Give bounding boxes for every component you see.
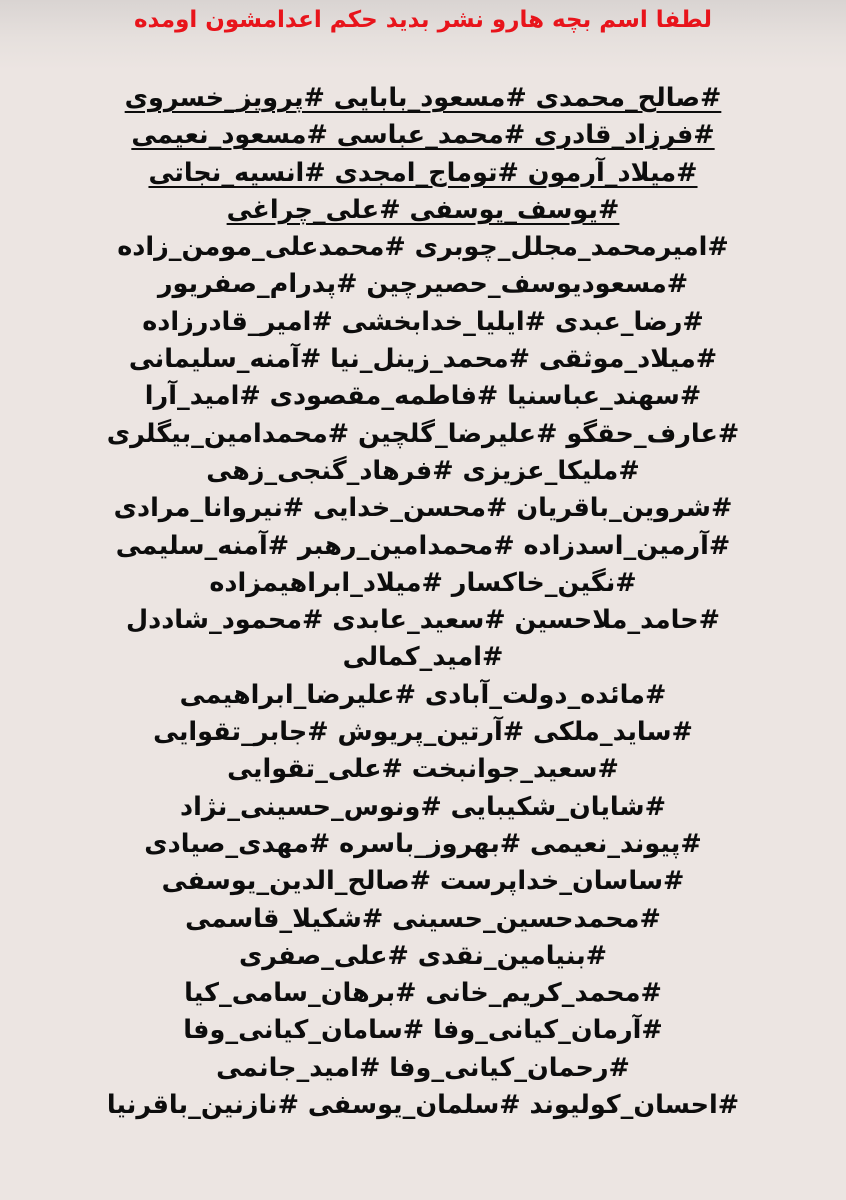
hashtag-line-text: #میلاد_موثقی #محمد_زینل_نیا #آمنه_سلیمانی — [128, 344, 718, 375]
hashtag-line-text: #ملیکا_عزیزی #فرهاد_گنجی_زهی — [206, 455, 640, 486]
page-title: لطفا اسم بچه هارو نشر بدید حکم اعدامشون اومده — [133, 7, 713, 33]
hashtag-line-text: #پیوند_نعیمی #بهروز_باسره #مهدی_صیادی — [144, 828, 702, 859]
list-item — [30, 863, 816, 900]
hashtag-line-text: #رضا_عبدی #ایلیا_خدابخشی #امیر_قادرزاده — [142, 306, 704, 337]
hashtag-line-text: #حامد_ملاحسین #سعید_عابدی #محمود_شاددل — [126, 605, 720, 636]
list-item — [30, 416, 816, 453]
list-item — [30, 453, 816, 490]
hashtag-line-text: #مسعودیوسف_حصیرچین #پدرام_صفریور — [157, 269, 689, 300]
hashtag-line-text: #میلاد_آرمون #توماج_امجدی #انسیه_نجاتی — [148, 157, 698, 188]
hashtag-line-text: #رحمان_کیانی_وفا #امید_جانمی — [216, 1052, 630, 1083]
hashtag-line-text: #محمدحسین_حسینی #شکیلا_قاسمی — [185, 903, 661, 934]
list-item — [30, 751, 816, 788]
hashtag-line-text: #عارف_حقگو #علیرضا_گلچین #محمدامین_بیگلری — [106, 418, 740, 449]
list-item — [30, 938, 816, 975]
list-item — [30, 565, 816, 602]
list-item — [30, 378, 816, 415]
list-item — [30, 677, 816, 714]
list-item — [30, 1050, 816, 1087]
hashtag-line-text: #امید_کمالی — [342, 642, 504, 673]
hashtag-line-text: #محمد_کریم_خانی #برهان_سامی_کیا — [184, 978, 662, 1009]
hashtag-line-text: #سهند_عباسنیا #فاطمه_مقصودی #امید_آرا — [144, 381, 702, 412]
list-item — [30, 602, 816, 639]
hashtag-line-text: #امیرمحمد_مجلل_چوبری #محمدعلی_مومن_زاده — [117, 232, 729, 263]
hashtag-line-text: #فرزاد_قادری #محمد_عباسی #مسعود_نعیمی — [131, 120, 715, 151]
list-item — [30, 341, 816, 378]
list-item — [30, 155, 816, 192]
hashtag-line-text: #ساسان_خداپرست #صالح_الدین_یوسفی — [161, 866, 685, 897]
hashtag-line-text: #بنیامین_نقدی #علی_صفری — [238, 940, 608, 971]
list-item — [30, 304, 816, 341]
list-item — [30, 490, 816, 527]
list-item — [30, 1087, 816, 1124]
list-item — [30, 192, 816, 229]
hashtag-line-text: #سعید_جوانبخت #علی_تقوایی — [227, 754, 619, 785]
list-item — [30, 80, 816, 117]
hashtag-line-text: #صالح_محمدی #مسعود_بابایی #پرویز_خسروی — [124, 83, 722, 113]
list-item — [30, 528, 816, 565]
hashtag-names-list — [30, 80, 816, 1124]
list-item — [30, 639, 816, 676]
list-item — [30, 975, 816, 1012]
hashtag-line-text: #احسان_کولیوند #سلمان_یوسفی #نازنین_باقرنیا — [106, 1090, 740, 1121]
hashtag-line-text: #نگین_خاکسار #میلاد_ابراهیمزاده — [209, 567, 637, 598]
hashtag-line-text: #آرمان_کیانی_وفا #سامان_کیانی_وفا — [183, 1015, 663, 1046]
list-item — [30, 1012, 816, 1049]
hashtag-line-text: #یوسف_یوسفی #علی_چراغی — [226, 194, 620, 225]
hashtag-line-text: #شایان_شکیبایی #ونوس_حسینی_نژاد — [180, 791, 666, 822]
hashtag-line-text: #شروین_باقریان #محسن_خدایی #نیروانا_مرادی — [113, 493, 733, 524]
list-item — [30, 229, 816, 266]
list-item — [30, 714, 816, 751]
list-item — [30, 789, 816, 826]
hashtag-line-text: #آرمین_اسدزاده #محمدامین_رهبر #آمنه_سلیمی — [115, 530, 731, 561]
list-item — [30, 117, 816, 154]
hashtag-line-text: #ساید_ملکی #آرتین_پریوش #جابر_تقوایی — [153, 717, 693, 748]
list-item — [30, 826, 816, 863]
list-item — [30, 266, 816, 303]
list-item — [30, 901, 816, 938]
hashtag-line-text: #مائده_دولت_آبادی #علیرضا_ابراهیمی — [179, 679, 667, 710]
